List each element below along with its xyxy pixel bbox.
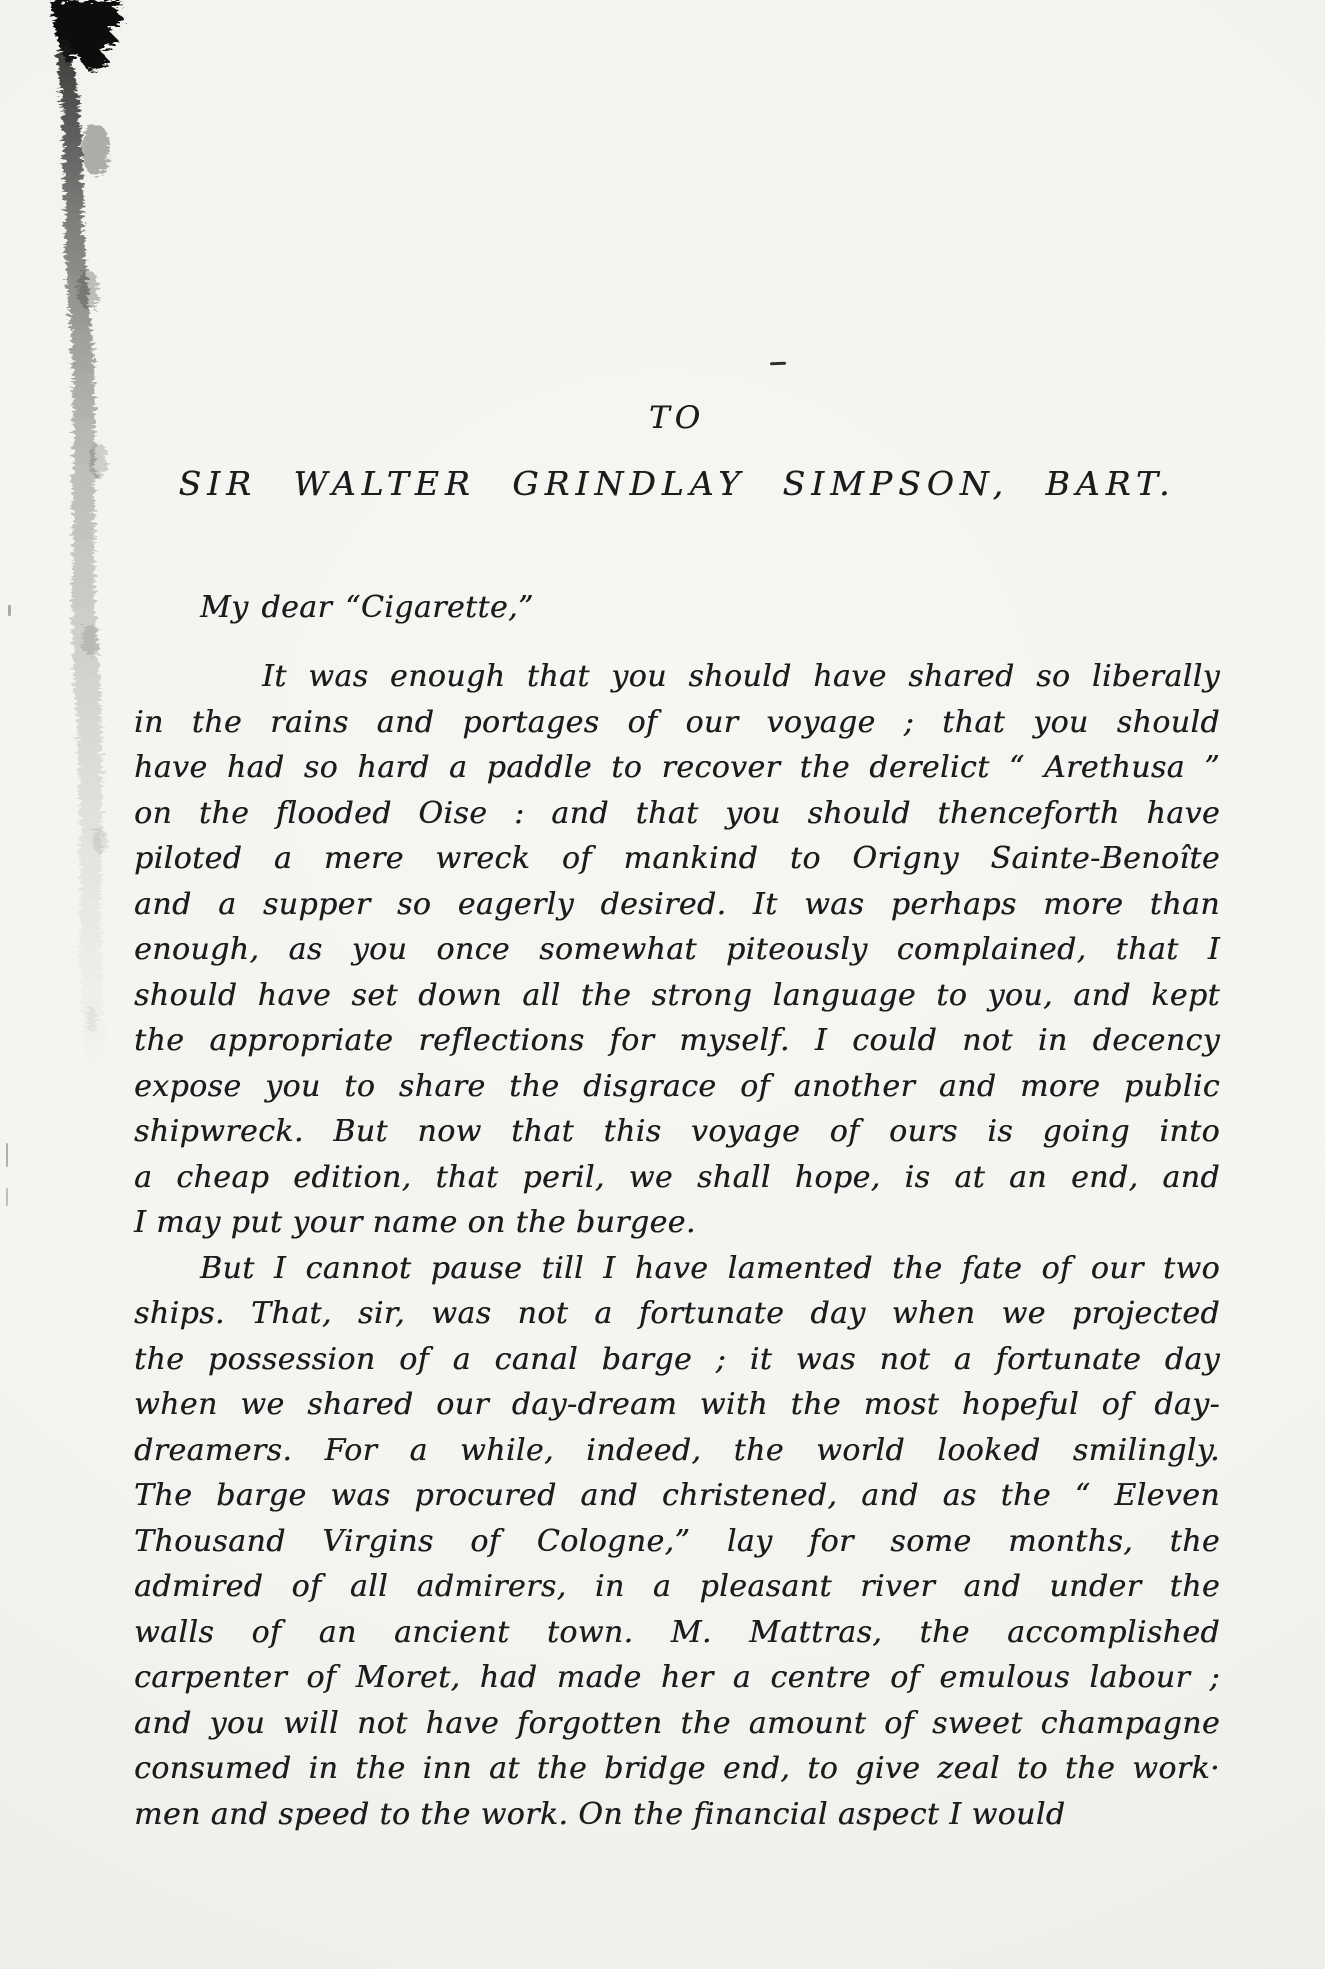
scan-noise-mark [6, 1188, 8, 1206]
salutation: My dear “Cigarette,” [200, 590, 534, 625]
text-line: dreamers. For a while, indeed, the world looked smilingly. [134, 1432, 1220, 1468]
paragraph [134, 1246, 1220, 1838]
paragraph [134, 654, 1220, 1246]
dedication-body [134, 654, 1220, 1837]
text-line: and you will not have forgotten the amount of sweet champagne [134, 1705, 1220, 1741]
text-line: The barge was procured and christened, and as the “ Eleven [134, 1478, 1220, 1513]
text-line: Thousand Virgins of Cologne,” lay for some months, the [134, 1523, 1220, 1559]
text-line: the possession of a canal barge ; it was not a fortunate day [134, 1341, 1220, 1377]
text-line: in the rains and portages of our voyage ; that you should [134, 704, 1220, 740]
text-column [134, 400, 1220, 1837]
text-line: enough, as you once somewhat piteously complained, that I [134, 932, 1220, 967]
text-line: walls of an ancient town. M. Mattras, the accomplished [134, 1614, 1220, 1650]
scan-noise-mark [6, 1143, 8, 1167]
text-line: shipwreck. But now that this voyage of ours is going into [134, 1114, 1220, 1149]
text-line: men and speed to the work. On the financial aspect I would [134, 1796, 1066, 1832]
dedication-to: TO [648, 400, 706, 436]
text-line: carpenter of Moret, had made her a centre of emulous labour ; [134, 1660, 1220, 1695]
text-line: expose you to share the disgrace of another and more public [134, 1068, 1220, 1104]
text-line: consumed in the inn at the bridge end, to give zeal to the work· [134, 1751, 1220, 1786]
text-line: admired of all admirers, in a pleasant river and under the [134, 1569, 1220, 1604]
text-line: It was enough that you should have shared so liberally [262, 659, 1220, 694]
text-line: on the flooded Oise : and that you should thenceforth have [134, 795, 1220, 831]
text-line: I may put your name on the burgee. [134, 1205, 696, 1240]
text-line: the appropriate reflections for myself. I could not in decency [134, 1023, 1220, 1058]
text-line: But I cannot pause till I have lamented the fate of our two [200, 1250, 1220, 1286]
scan-noise-mark [8, 605, 11, 616]
text-line: and a supper so eagerly desired. It was perhaps more than [134, 886, 1220, 922]
text-line: piloted a mere wreck of mankind to Origny Sainte-Benoîte [134, 841, 1220, 876]
text-line: ships. That, sir, was not a fortunate day when we projected [134, 1296, 1220, 1331]
scan-dash-mark [770, 362, 786, 366]
dedicatee-name: SIR WALTER GRINDLAY SIMPSON, BART. [178, 464, 1176, 503]
text-line: should have set down all the strong language to you, and kept [134, 977, 1220, 1013]
text-line: a cheap edition, that peril, we shall hope, is at an end, and [134, 1159, 1220, 1195]
text-line: have had so hard a paddle to recover the derelict “ Arethusa ” [134, 750, 1220, 785]
text-line: when we shared our day-dream with the most hopeful of day- [134, 1387, 1220, 1422]
